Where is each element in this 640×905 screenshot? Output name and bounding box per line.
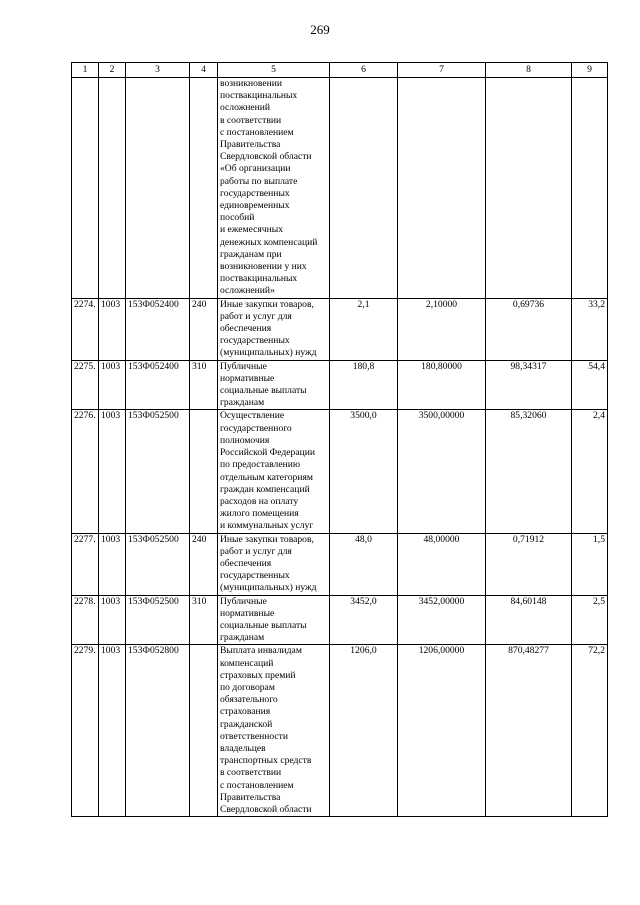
plan-amount-cell: 180,8 <box>330 360 398 410</box>
target-article-cell <box>126 78 190 299</box>
percent-cell: 33,2 <box>572 298 608 360</box>
name-line: и коммунальных услуг <box>220 520 314 532</box>
name-line: ответственности <box>220 730 288 742</box>
row-number-cell: 2277. <box>72 533 99 595</box>
expense-type-cell: 240 <box>190 533 218 595</box>
row-number-cell: 2279. <box>72 645 99 817</box>
executed-amount-cell: 84,60148 <box>486 595 572 645</box>
row-number-cell: 2278. <box>72 595 99 645</box>
name-line: отдельным категориям <box>220 471 313 483</box>
approved-amount-cell: 180,80000 <box>398 360 486 410</box>
name-line: работ и услуг для <box>220 545 292 557</box>
row-number-cell: 2274. <box>72 298 99 360</box>
expense-type-cell: 310 <box>190 595 218 645</box>
section-code-cell: 1003 <box>99 645 126 817</box>
name-line: расходов на оплату <box>220 495 299 507</box>
name-line: Иные закупки товаров, <box>220 298 314 310</box>
row-number-cell: 2275. <box>72 360 99 410</box>
plan-amount-cell: 1206,0 <box>330 645 398 817</box>
budget-table <box>71 62 608 817</box>
name-line: полномочия <box>220 434 270 446</box>
name-line: обеспечения <box>220 557 272 569</box>
name-line: с постановлением <box>220 126 294 138</box>
header-row <box>72 63 608 78</box>
name-line: Публичные <box>220 360 267 372</box>
section-code-cell: 1003 <box>99 533 126 595</box>
executed-amount-cell <box>486 78 572 299</box>
name-line: возникновении у них <box>220 261 307 273</box>
percent-cell <box>572 78 608 299</box>
expense-type-cell <box>190 78 218 299</box>
name-line: с постановлением <box>220 779 294 791</box>
name-cell <box>218 78 330 299</box>
column-header-3: 3 <box>126 63 190 78</box>
name-line: пособий <box>220 212 255 224</box>
name-line: гражданам <box>220 632 265 644</box>
name-line: гражданской <box>220 718 273 730</box>
executed-amount-cell: 0,69736 <box>486 298 572 360</box>
name-cell <box>218 595 330 645</box>
name-line: владельцев <box>220 742 266 754</box>
name-line: работы по выплате <box>220 175 298 187</box>
row-number-cell <box>72 78 99 299</box>
column-header-8: 8 <box>486 63 572 78</box>
name-line: социальные выплаты <box>220 385 307 397</box>
name-line: Российской Федерации <box>220 447 315 459</box>
section-code-cell: 1003 <box>99 360 126 410</box>
name-cell <box>218 533 330 595</box>
section-code-cell: 1003 <box>99 298 126 360</box>
name-cell <box>218 410 330 533</box>
name-line: Свердловской области <box>220 803 312 815</box>
executed-amount-cell: 870,48277 <box>486 645 572 817</box>
target-article-cell: 153Ф052400 <box>126 360 190 410</box>
name-line: единовременных <box>220 200 290 212</box>
name-line: в соответствии <box>220 767 282 779</box>
target-article-cell: 153Ф052400 <box>126 298 190 360</box>
table-row <box>72 78 608 299</box>
name-line: осложнений <box>220 102 271 114</box>
name-line: по договорам <box>220 681 275 693</box>
column-header-2: 2 <box>99 63 126 78</box>
section-code-cell: 1003 <box>99 595 126 645</box>
plan-amount-cell: 3452,0 <box>330 595 398 645</box>
name-line: по предоставлению <box>220 459 301 471</box>
name-line: Осуществление <box>220 410 285 422</box>
column-header-9: 9 <box>572 63 608 78</box>
name-line: и ежемесячных <box>220 224 283 236</box>
approved-amount-cell: 2,10000 <box>398 298 486 360</box>
approved-amount-cell: 3452,00000 <box>398 595 486 645</box>
name-line: (муниципальных) нужд <box>220 582 317 594</box>
name-line: Иные закупки товаров, <box>220 533 314 545</box>
name-line: Правительства <box>220 139 281 151</box>
column-header-6: 6 <box>330 63 398 78</box>
name-cell <box>218 360 330 410</box>
expense-type-cell <box>190 410 218 533</box>
name-line: жилого помещения <box>220 508 299 520</box>
name-line: транспортных средств <box>220 755 312 767</box>
name-line: (муниципальных) нужд <box>220 347 317 359</box>
name-line: государственных <box>220 187 290 199</box>
column-header-5: 5 <box>218 63 330 78</box>
name-line: денежных компенсаций <box>220 236 318 248</box>
name-line: страхования <box>220 706 271 718</box>
name-line: в соответствии <box>220 114 282 126</box>
name-line: компенсаций <box>220 657 274 669</box>
name-cell <box>218 298 330 360</box>
approved-amount-cell: 1206,00000 <box>398 645 486 817</box>
percent-cell: 72,2 <box>572 645 608 817</box>
name-line: гражданам при <box>220 248 282 260</box>
table-row <box>72 360 608 410</box>
name-line: Публичные <box>220 595 267 607</box>
name-line: Свердловской области <box>220 151 312 163</box>
section-code-cell: 1003 <box>99 410 126 533</box>
table-row <box>72 298 608 360</box>
name-line: «Об организации <box>220 163 291 175</box>
name-line: обеспечения <box>220 323 272 335</box>
approved-amount-cell: 48,00000 <box>398 533 486 595</box>
section-code-cell <box>99 78 126 299</box>
percent-cell: 2,5 <box>572 595 608 645</box>
name-line: поствакцинальных <box>220 90 298 102</box>
plan-amount-cell: 3500,0 <box>330 410 398 533</box>
table-row <box>72 595 608 645</box>
approved-amount-cell <box>398 78 486 299</box>
target-article-cell: 153Ф052800 <box>126 645 190 817</box>
target-article-cell: 153Ф052500 <box>126 533 190 595</box>
column-header-4: 4 <box>190 63 218 78</box>
table-row <box>72 533 608 595</box>
row-number-cell: 2276. <box>72 410 99 533</box>
expense-type-cell <box>190 645 218 817</box>
name-cell <box>218 645 330 817</box>
name-line: гражданам <box>220 397 265 409</box>
name-line: граждан компенсаций <box>220 483 310 495</box>
name-line: государственных <box>220 570 290 582</box>
percent-cell: 54,4 <box>572 360 608 410</box>
plan-amount-cell: 2,1 <box>330 298 398 360</box>
column-header-1: 1 <box>72 63 99 78</box>
page-number: 269 <box>310 22 330 37</box>
name-line: страховых премий <box>220 669 296 681</box>
target-article-cell: 153Ф052500 <box>126 595 190 645</box>
name-line: социальные выплаты <box>220 619 307 631</box>
table-row <box>72 645 608 817</box>
name-line: государственного <box>220 422 292 434</box>
plan-amount-cell: 48,0 <box>330 533 398 595</box>
name-line: возникновении <box>220 78 283 89</box>
name-line: государственных <box>220 335 290 347</box>
table-row <box>72 410 608 533</box>
target-article-cell: 153Ф052500 <box>126 410 190 533</box>
percent-cell: 1,5 <box>572 533 608 595</box>
table-body <box>72 78 608 817</box>
plan-amount-cell <box>330 78 398 299</box>
expense-type-cell: 310 <box>190 360 218 410</box>
executed-amount-cell: 85,32060 <box>486 410 572 533</box>
name-line: работ и услуг для <box>220 310 292 322</box>
name-line: обязательного <box>220 694 278 706</box>
executed-amount-cell: 98,34317 <box>486 360 572 410</box>
column-header-7: 7 <box>398 63 486 78</box>
name-line: нормативные <box>220 372 275 384</box>
name-line: Выплата инвалидам <box>220 645 302 657</box>
name-line: Правительства <box>220 791 281 803</box>
executed-amount-cell: 0,71912 <box>486 533 572 595</box>
name-line: нормативные <box>220 607 275 619</box>
percent-cell: 2,4 <box>572 410 608 533</box>
name-line: осложнений» <box>220 285 275 297</box>
expense-type-cell: 240 <box>190 298 218 360</box>
name-line: поствакцинальных <box>220 273 298 285</box>
approved-amount-cell: 3500,00000 <box>398 410 486 533</box>
